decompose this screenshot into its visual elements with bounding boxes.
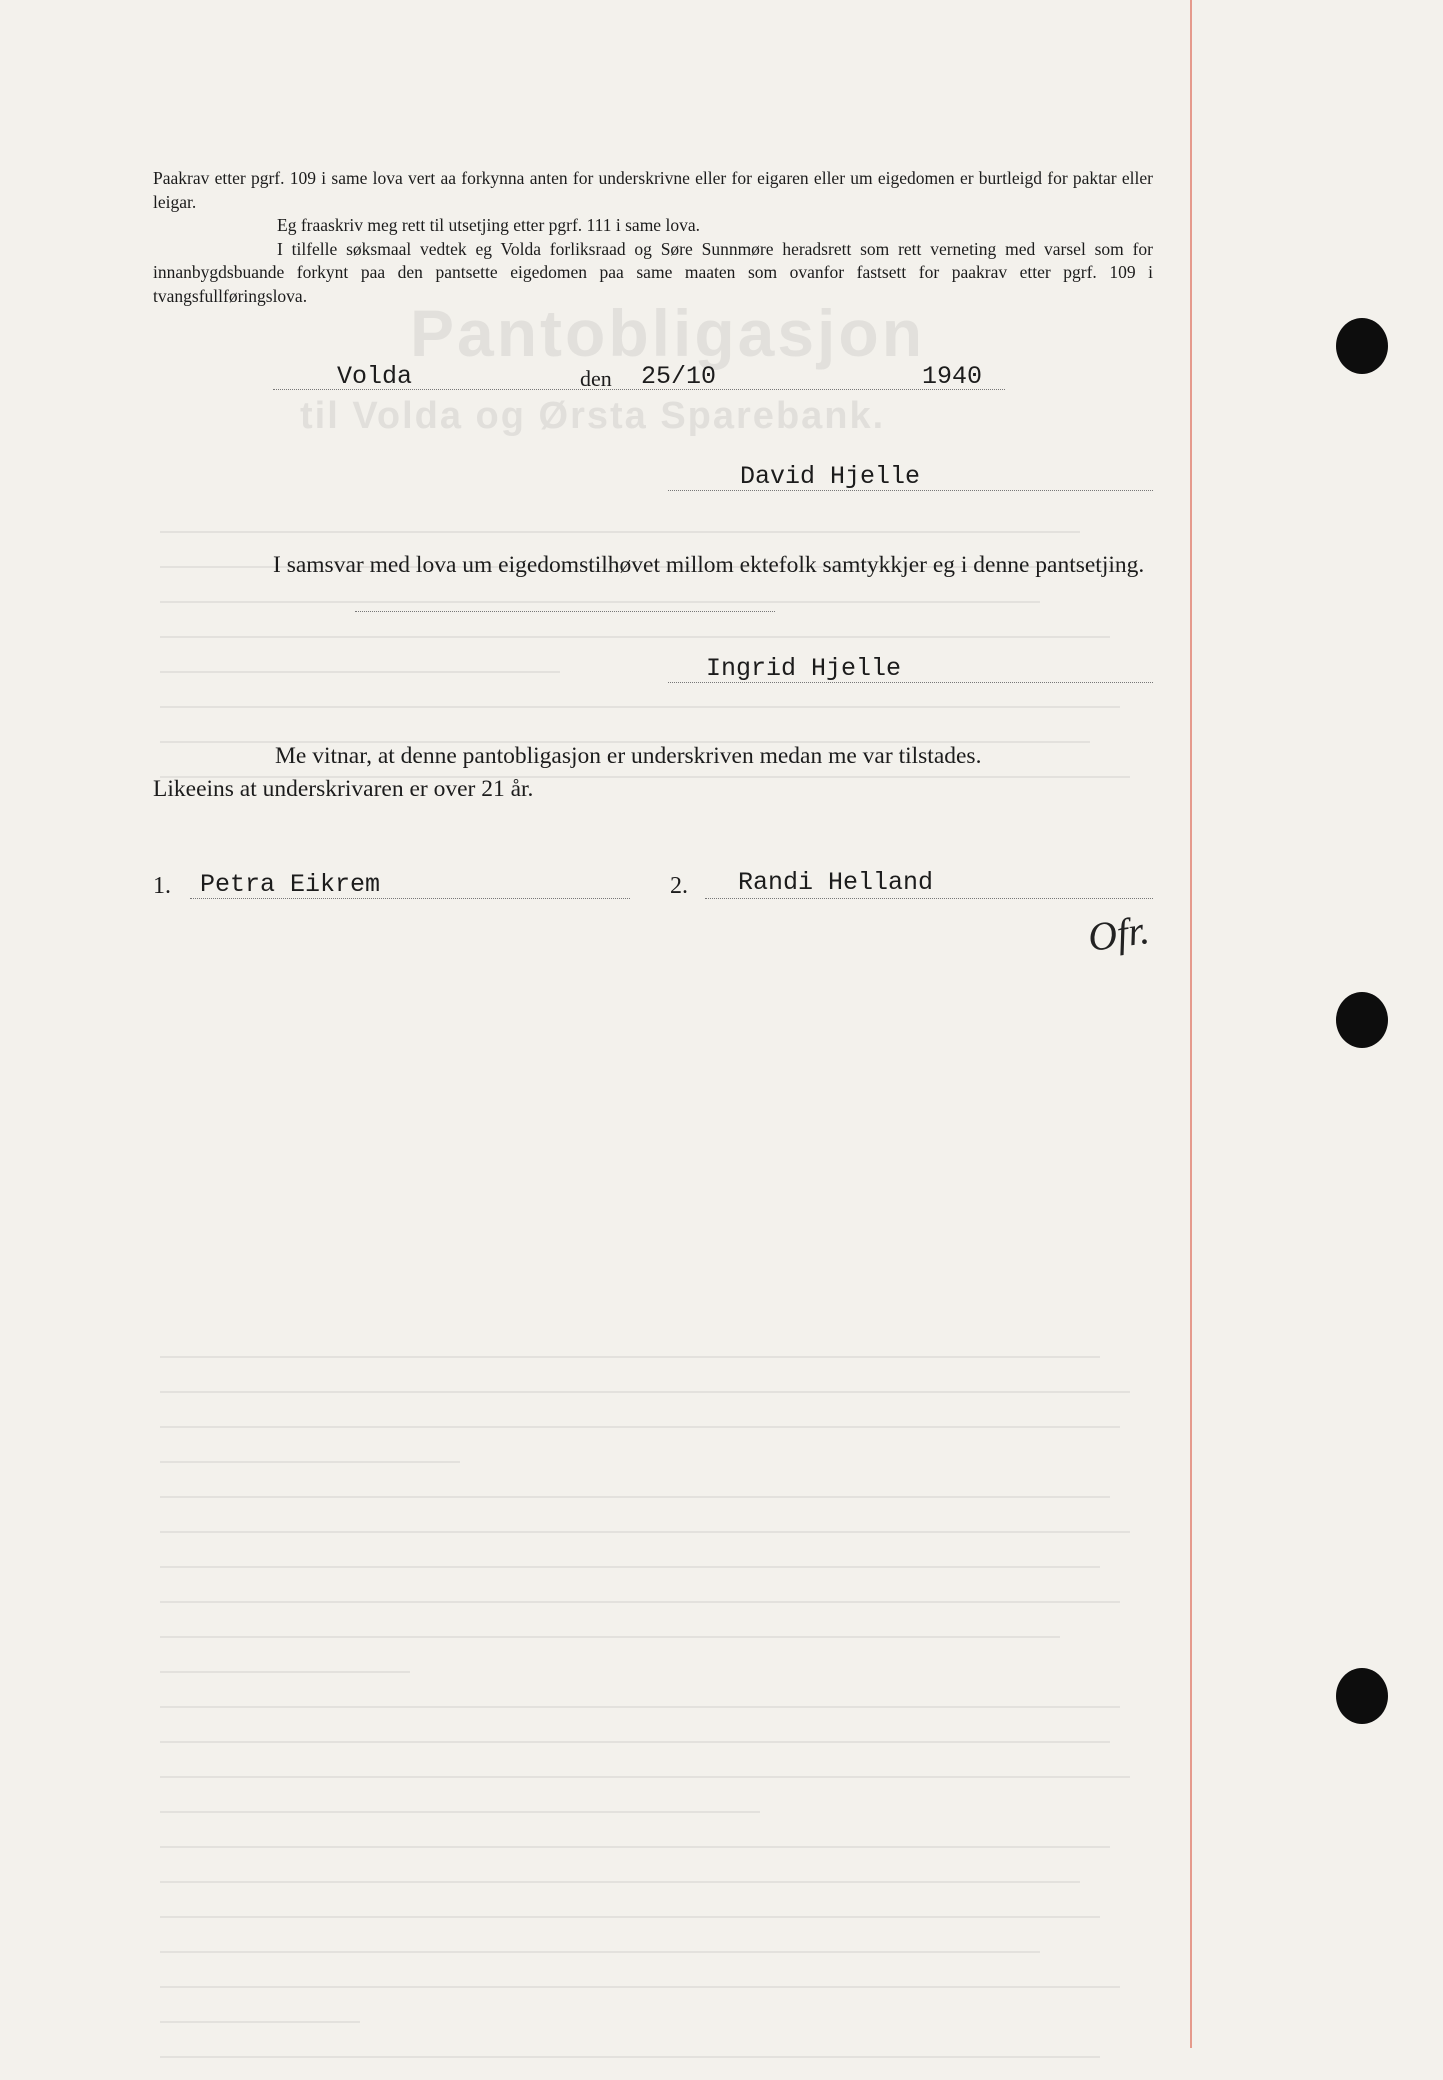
witness-1-dotted-line	[190, 898, 630, 899]
punch-hole-top	[1336, 318, 1388, 374]
spouse-dotted-line	[355, 611, 775, 612]
witness-statement-line2: Likeeins at underskrivaren er over 21 år.	[153, 776, 534, 802]
show-through-subtitle: til Volda og Ørsta Sparebank.	[300, 395, 886, 437]
date: 25/10	[641, 362, 717, 391]
spouse-signature-name: Ingrid Hjelle	[706, 654, 902, 683]
witness-1-name: Petra Eikrem	[200, 870, 381, 899]
clause-paakrav: Paakrav etter pgrf. 109 i same lova vert aa forkynna anten for underskrivne eller for eigaren eller um eigedomen er burtleigd for paktar eller leigar.	[153, 168, 1153, 212]
witness-2-number: 2.	[670, 873, 688, 899]
punch-hole-middle	[1336, 992, 1388, 1048]
punch-hole-bottom	[1336, 1668, 1388, 1724]
clause-utsetjing: Eg fraaskriv meg rett til utsetjing etter pgrf. 111 i same lova.	[277, 215, 700, 235]
clause-text	[153, 167, 1153, 308]
spouse-consent-text: I samsvar med lova um eigedomstilhøvet millom ektefolk samtykkjer eg i denne pantsetjing.	[273, 552, 1145, 578]
signature-name: David Hjelle	[740, 462, 921, 491]
show-through-title: Pantobligasjon	[410, 296, 926, 370]
red-margin-line	[1190, 0, 1192, 2048]
witness-statement-line1: Me vitnar, at denne pantobligasjon er underskriven medan me var tilstades.	[275, 743, 982, 769]
show-through-lines-lower	[160, 1345, 1160, 2080]
den-label: den	[580, 366, 612, 391]
clause-verneting: I tilfelle søksmaal vedtek eg Volda forliksraad og Søre Sunnmøre heradsrett som rett verneting med varsel som for innanbygdsbuande forkynt paa den pantsette eigedomen paa same maaten som ovanfor fastsett for paakrav etter pgrf. 109 i tvangsfullføringslova.	[153, 238, 1153, 306]
handwritten-initials: Ofr.	[1085, 906, 1152, 961]
witness-2-name: Randi Helland	[738, 868, 934, 897]
witness-2-dotted-line	[705, 898, 1153, 899]
place: Volda	[337, 362, 413, 391]
year: 1940	[922, 362, 983, 391]
witness-1-number: 1.	[153, 873, 171, 899]
